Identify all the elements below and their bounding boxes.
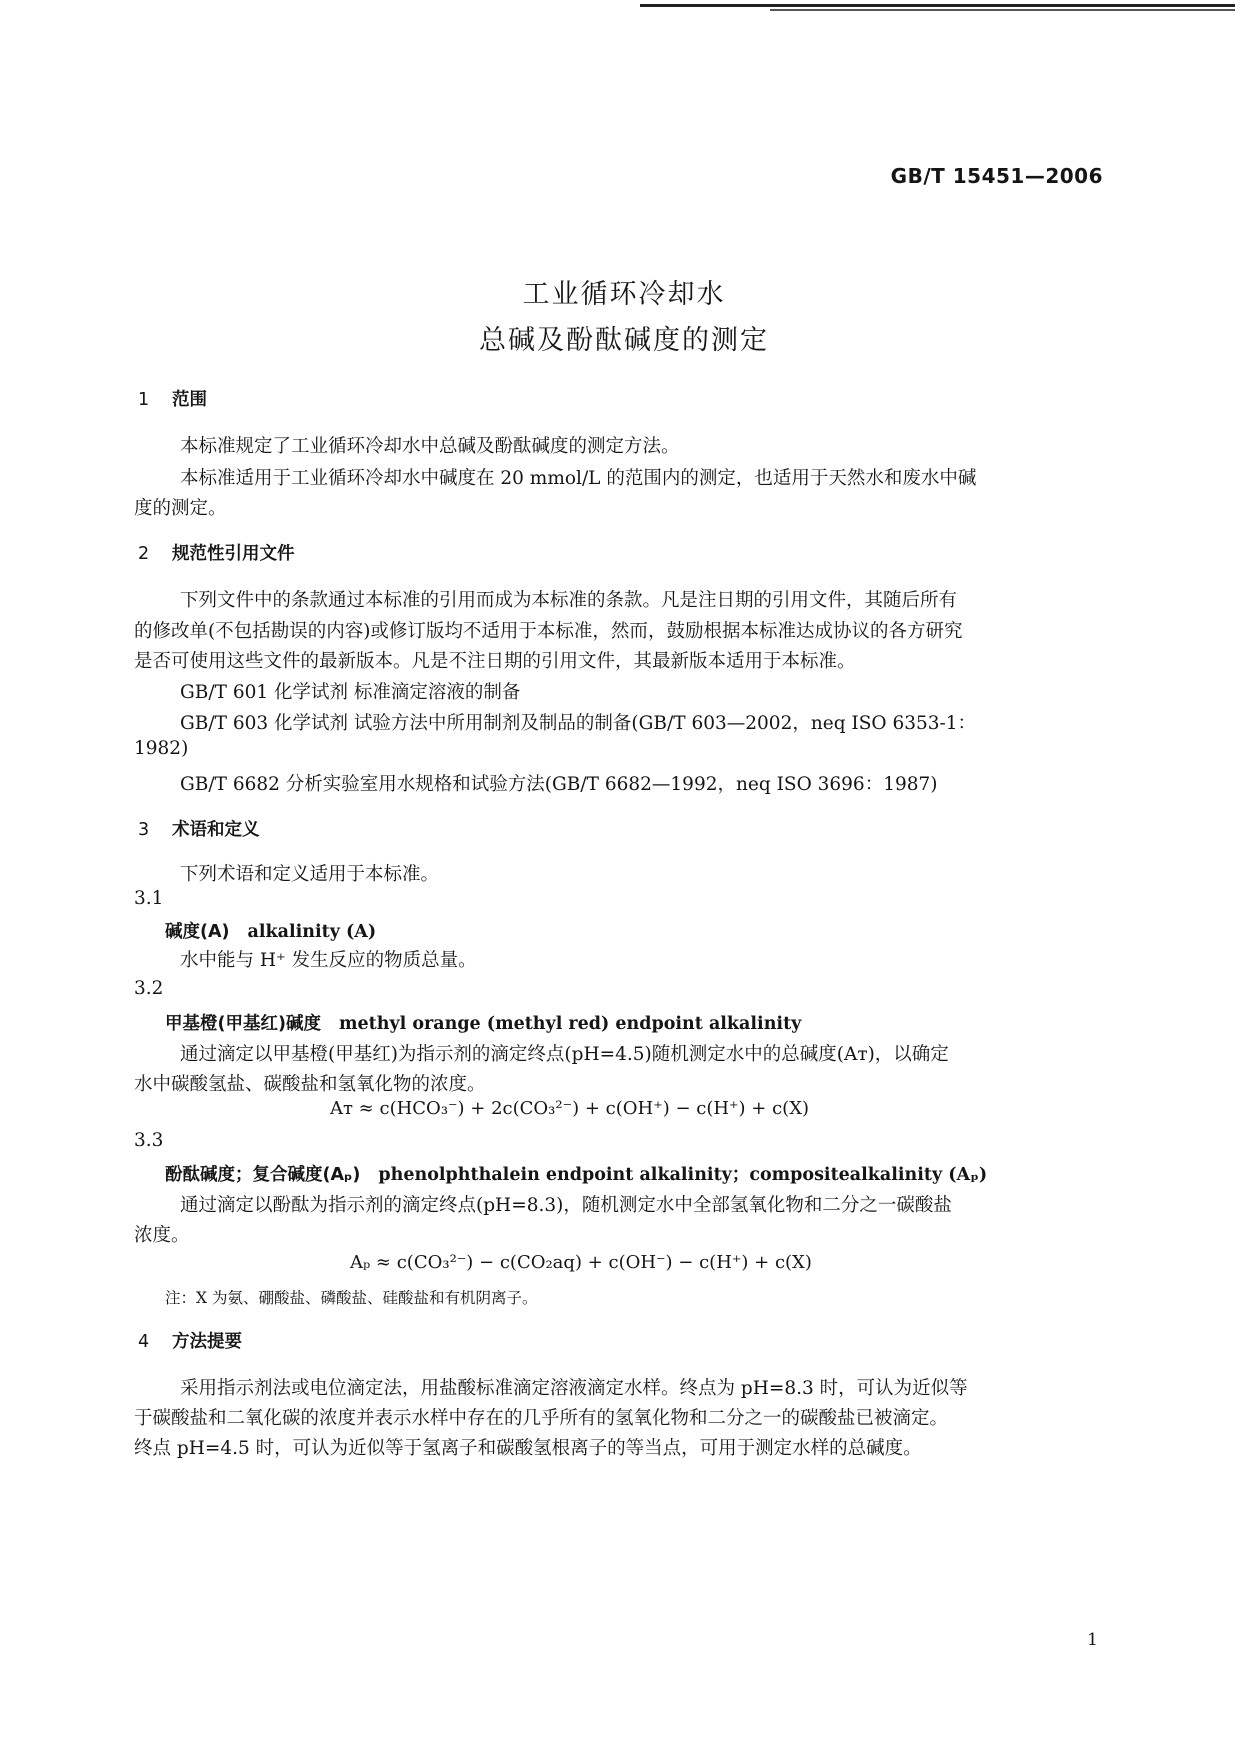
term-heading xyxy=(165,1161,987,1186)
term-cn: 酚酞碱度；复合碱度(Aₚ) xyxy=(165,1165,361,1185)
paragraph: 本标准适用于工业循环冷却水中碱度在 20 mmol/L 的范围内的测定，也适用于天然水和废水中碱 xyxy=(180,468,977,489)
section-number: 4 xyxy=(138,1332,150,1352)
section-title: 术语和定义 xyxy=(172,820,260,840)
section-title: 方法提要 xyxy=(172,1332,242,1352)
top-rule xyxy=(640,4,1235,11)
definition-continuation: 浓度。 xyxy=(134,1225,190,1246)
term-en: phenolphthalein endpoint alkalinity；compositealkalinity (Aₚ) xyxy=(378,1165,988,1185)
formula-total-alkalinity: Aᴛ ≈ c(HCO₃⁻) + 2c(CO₃²⁻) + c(OH⁺) − c(H⁺) + c(X) xyxy=(330,1098,810,1119)
section-3-heading xyxy=(138,816,260,841)
standard-code: GB/T 15451—2006 xyxy=(890,164,1103,188)
document-title-line1: 工业循环冷却水 xyxy=(522,279,726,310)
top-rule-thick xyxy=(640,4,1235,7)
section-number: 3 xyxy=(138,820,150,840)
note: 注：X 为氨、硼酸盐、磷酸盐、硅酸盐和有机阴离子。 xyxy=(165,1289,538,1307)
reference-item: GB/T 6682 分析实验室用水规格和试验方法(GB/T 6682—1992，neq ISO 3696：1987) xyxy=(180,774,938,795)
paragraph-continuation: 是否可使用这些文件的最新版本。凡是不注日期的引用文件，其最新版本适用于本标准。 xyxy=(134,651,856,672)
paragraph-continuation: 的修改单(不包括勘误的内容)或修订版均不适用于本标准，然而，鼓励根据本标准达成协议的各方研究 xyxy=(134,621,963,642)
section-4-heading xyxy=(138,1328,242,1353)
paragraph: 下列术语和定义适用于本标准。 xyxy=(180,864,440,885)
section-2-heading xyxy=(138,540,295,565)
definition: 通过滴定以甲基橙(甲基红)为指示剂的滴定终点(pH=4.5)随机测定水中的总碱度(Aᴛ)，以确定 xyxy=(180,1044,949,1065)
term-heading xyxy=(165,1010,801,1035)
formula-phenolphthalein-alkalinity: Aₚ ≈ c(CO₃²⁻) − c(CO₂aq) + c(OH⁻) − c(H⁺) + c(X) xyxy=(350,1252,812,1273)
definition-continuation: 水中碳酸氢盐、碳酸盐和氢氧化物的浓度。 xyxy=(134,1074,486,1095)
reference-item-continuation: 1982) xyxy=(134,738,189,759)
section-number: 1 xyxy=(138,390,150,410)
term-heading xyxy=(165,918,376,943)
term-en: methyl orange (methyl red) endpoint alkalinity xyxy=(339,1014,802,1034)
reference-item: GB/T 603 化学试剂 试验方法中所用制剂及制品的制备(GB/T 603—2002，neq ISO 6353-1： xyxy=(180,713,977,734)
paragraph-continuation: 终点 pH=4.5 时，可认为近似等于氢离子和碳酸氢根离子的等当点，可用于测定水样的总碱度。 xyxy=(134,1438,922,1459)
reference-item: GB/T 601 化学试剂 标准滴定溶液的制备 xyxy=(180,682,521,703)
clause-number: 3.1 xyxy=(134,888,164,909)
section-title: 规范性引用文件 xyxy=(172,544,295,564)
term-cn: 甲基橙(甲基红)碱度 xyxy=(165,1014,321,1034)
document-title-line2: 总碱及酚酞碱度的测定 xyxy=(479,325,769,356)
term-en: alkalinity (A) xyxy=(247,922,377,942)
paragraph-continuation: 于碳酸盐和二氧化碳的浓度并表示水样中存在的几乎所有的氢氧化物和二分之一的碳酸盐已被滴定。 xyxy=(134,1408,949,1429)
section-number: 2 xyxy=(138,544,150,564)
section-title: 范围 xyxy=(172,390,207,410)
paragraph: 采用指示剂法或电位滴定法，用盐酸标准滴定溶液滴定水样。终点为 pH=8.3 时，可认为近似等 xyxy=(180,1378,968,1399)
top-rule-thin xyxy=(770,9,1235,11)
paragraph: 本标准规定了工业循环冷却水中总碱及酚酞碱度的测定方法。 xyxy=(180,436,680,457)
clause-number: 3.2 xyxy=(134,978,164,999)
page-number: 1 xyxy=(1087,1630,1098,1650)
paragraph: 下列文件中的条款通过本标准的引用而成为本标准的条款。凡是注日期的引用文件，其随后所有 xyxy=(180,590,958,611)
definition: 水中能与 H⁺ 发生反应的物质总量。 xyxy=(180,950,477,971)
definition: 通过滴定以酚酞为指示剂的滴定终点(pH=8.3)，随机测定水中全部氢氧化物和二分之一碳酸盐 xyxy=(180,1195,952,1216)
clause-number: 3.3 xyxy=(134,1130,164,1151)
section-1-heading xyxy=(138,386,207,411)
paragraph-continuation: 度的测定。 xyxy=(134,498,227,519)
term-cn: 碱度(A) xyxy=(165,922,230,942)
